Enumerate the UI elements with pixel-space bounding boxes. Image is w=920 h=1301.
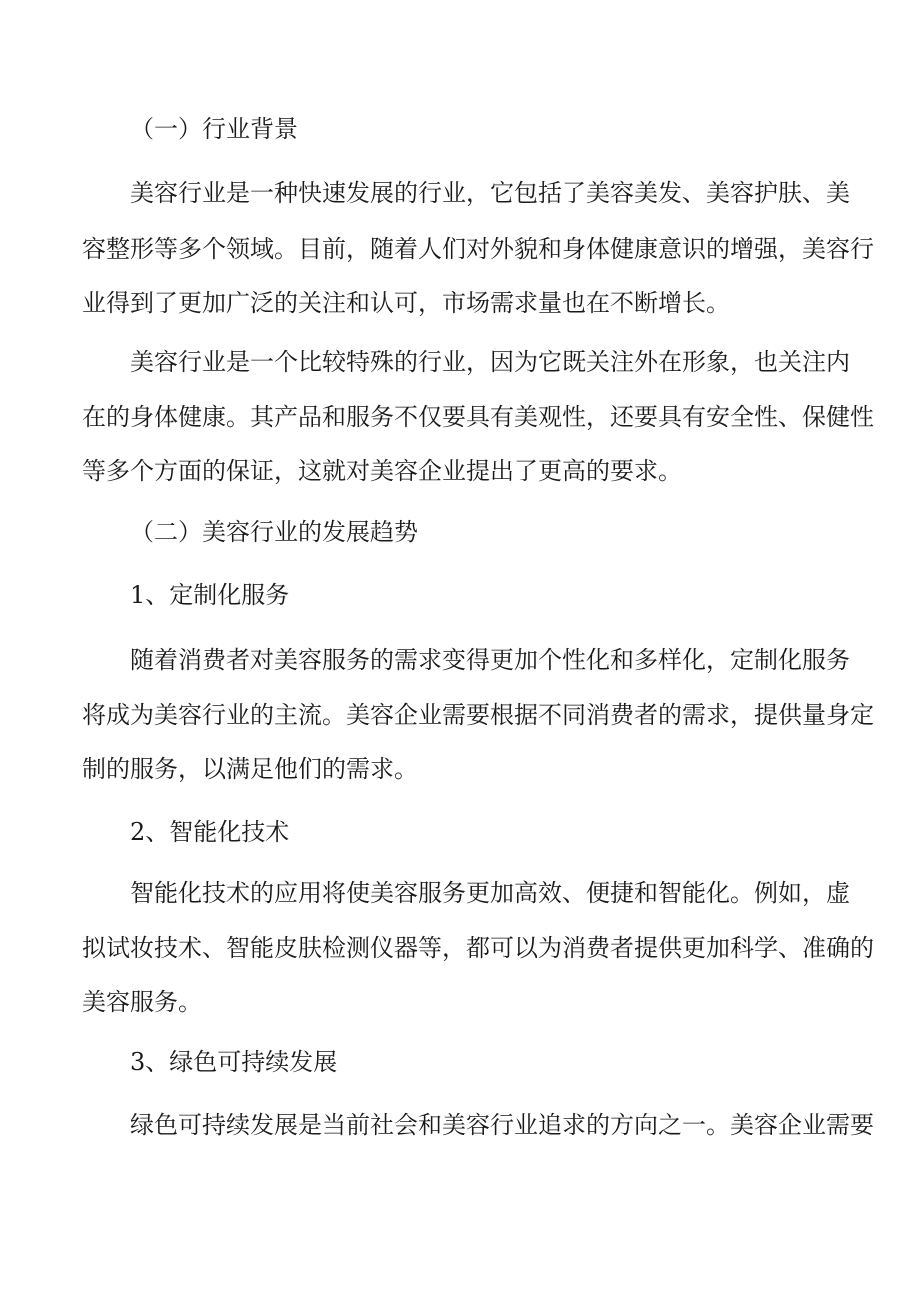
section-heading-trends: （二）美容行业的发展趋势 xyxy=(130,518,418,546)
paragraph-line: 容整形等多个领域。目前，随着人们对外貌和身体健康意识的增强，美容行 xyxy=(82,235,874,263)
paragraph-line: 拟试妆技术、智能皮肤检测仪器等，都可以为消费者提供更加科学、准确的 xyxy=(82,934,874,962)
paragraph-line: 制的服务，以满足他们的需求。 xyxy=(82,755,418,783)
subheading-customization: 1、定制化服务 xyxy=(130,581,290,609)
paragraph-line: 将成为美容行业的主流。美容企业需要根据不同消费者的需求，提供量身定 xyxy=(82,701,874,729)
paragraph-line: 绿色可持续发展是当前社会和美容行业追求的方向之一。美容企业需要 xyxy=(130,1111,874,1139)
subheading-smart-technology: 2、智能化技术 xyxy=(130,818,290,846)
subheading-green-sustainable: 3、绿色可持续发展 xyxy=(130,1048,338,1076)
section-heading-background: （一）行业背景 xyxy=(130,115,298,143)
paragraph-line: 业得到了更加广泛的关注和认可，市场需求量也在不断增长。 xyxy=(82,289,730,317)
paragraph-line: 美容服务。 xyxy=(82,988,202,1016)
paragraph-line: 美容行业是一种快速发展的行业，它包括了美容美发、美容护肤、美 xyxy=(130,179,850,207)
paragraph-line: 智能化技术的应用将使美容服务更加高效、便捷和智能化。例如，虚 xyxy=(130,879,850,907)
paragraph-line: 美容行业是一个比较特殊的行业，因为它既关注外在形象，也关注内 xyxy=(130,348,850,376)
paragraph-line: 随着消费者对美容服务的需求变得更加个性化和多样化，定制化服务 xyxy=(130,646,850,674)
paragraph-line: 等多个方面的保证，这就对美容企业提出了更高的要求。 xyxy=(82,457,682,485)
paragraph-line: 在的身体健康。其产品和服务不仅要具有美观性，还要具有安全性、保健性 xyxy=(82,403,874,431)
